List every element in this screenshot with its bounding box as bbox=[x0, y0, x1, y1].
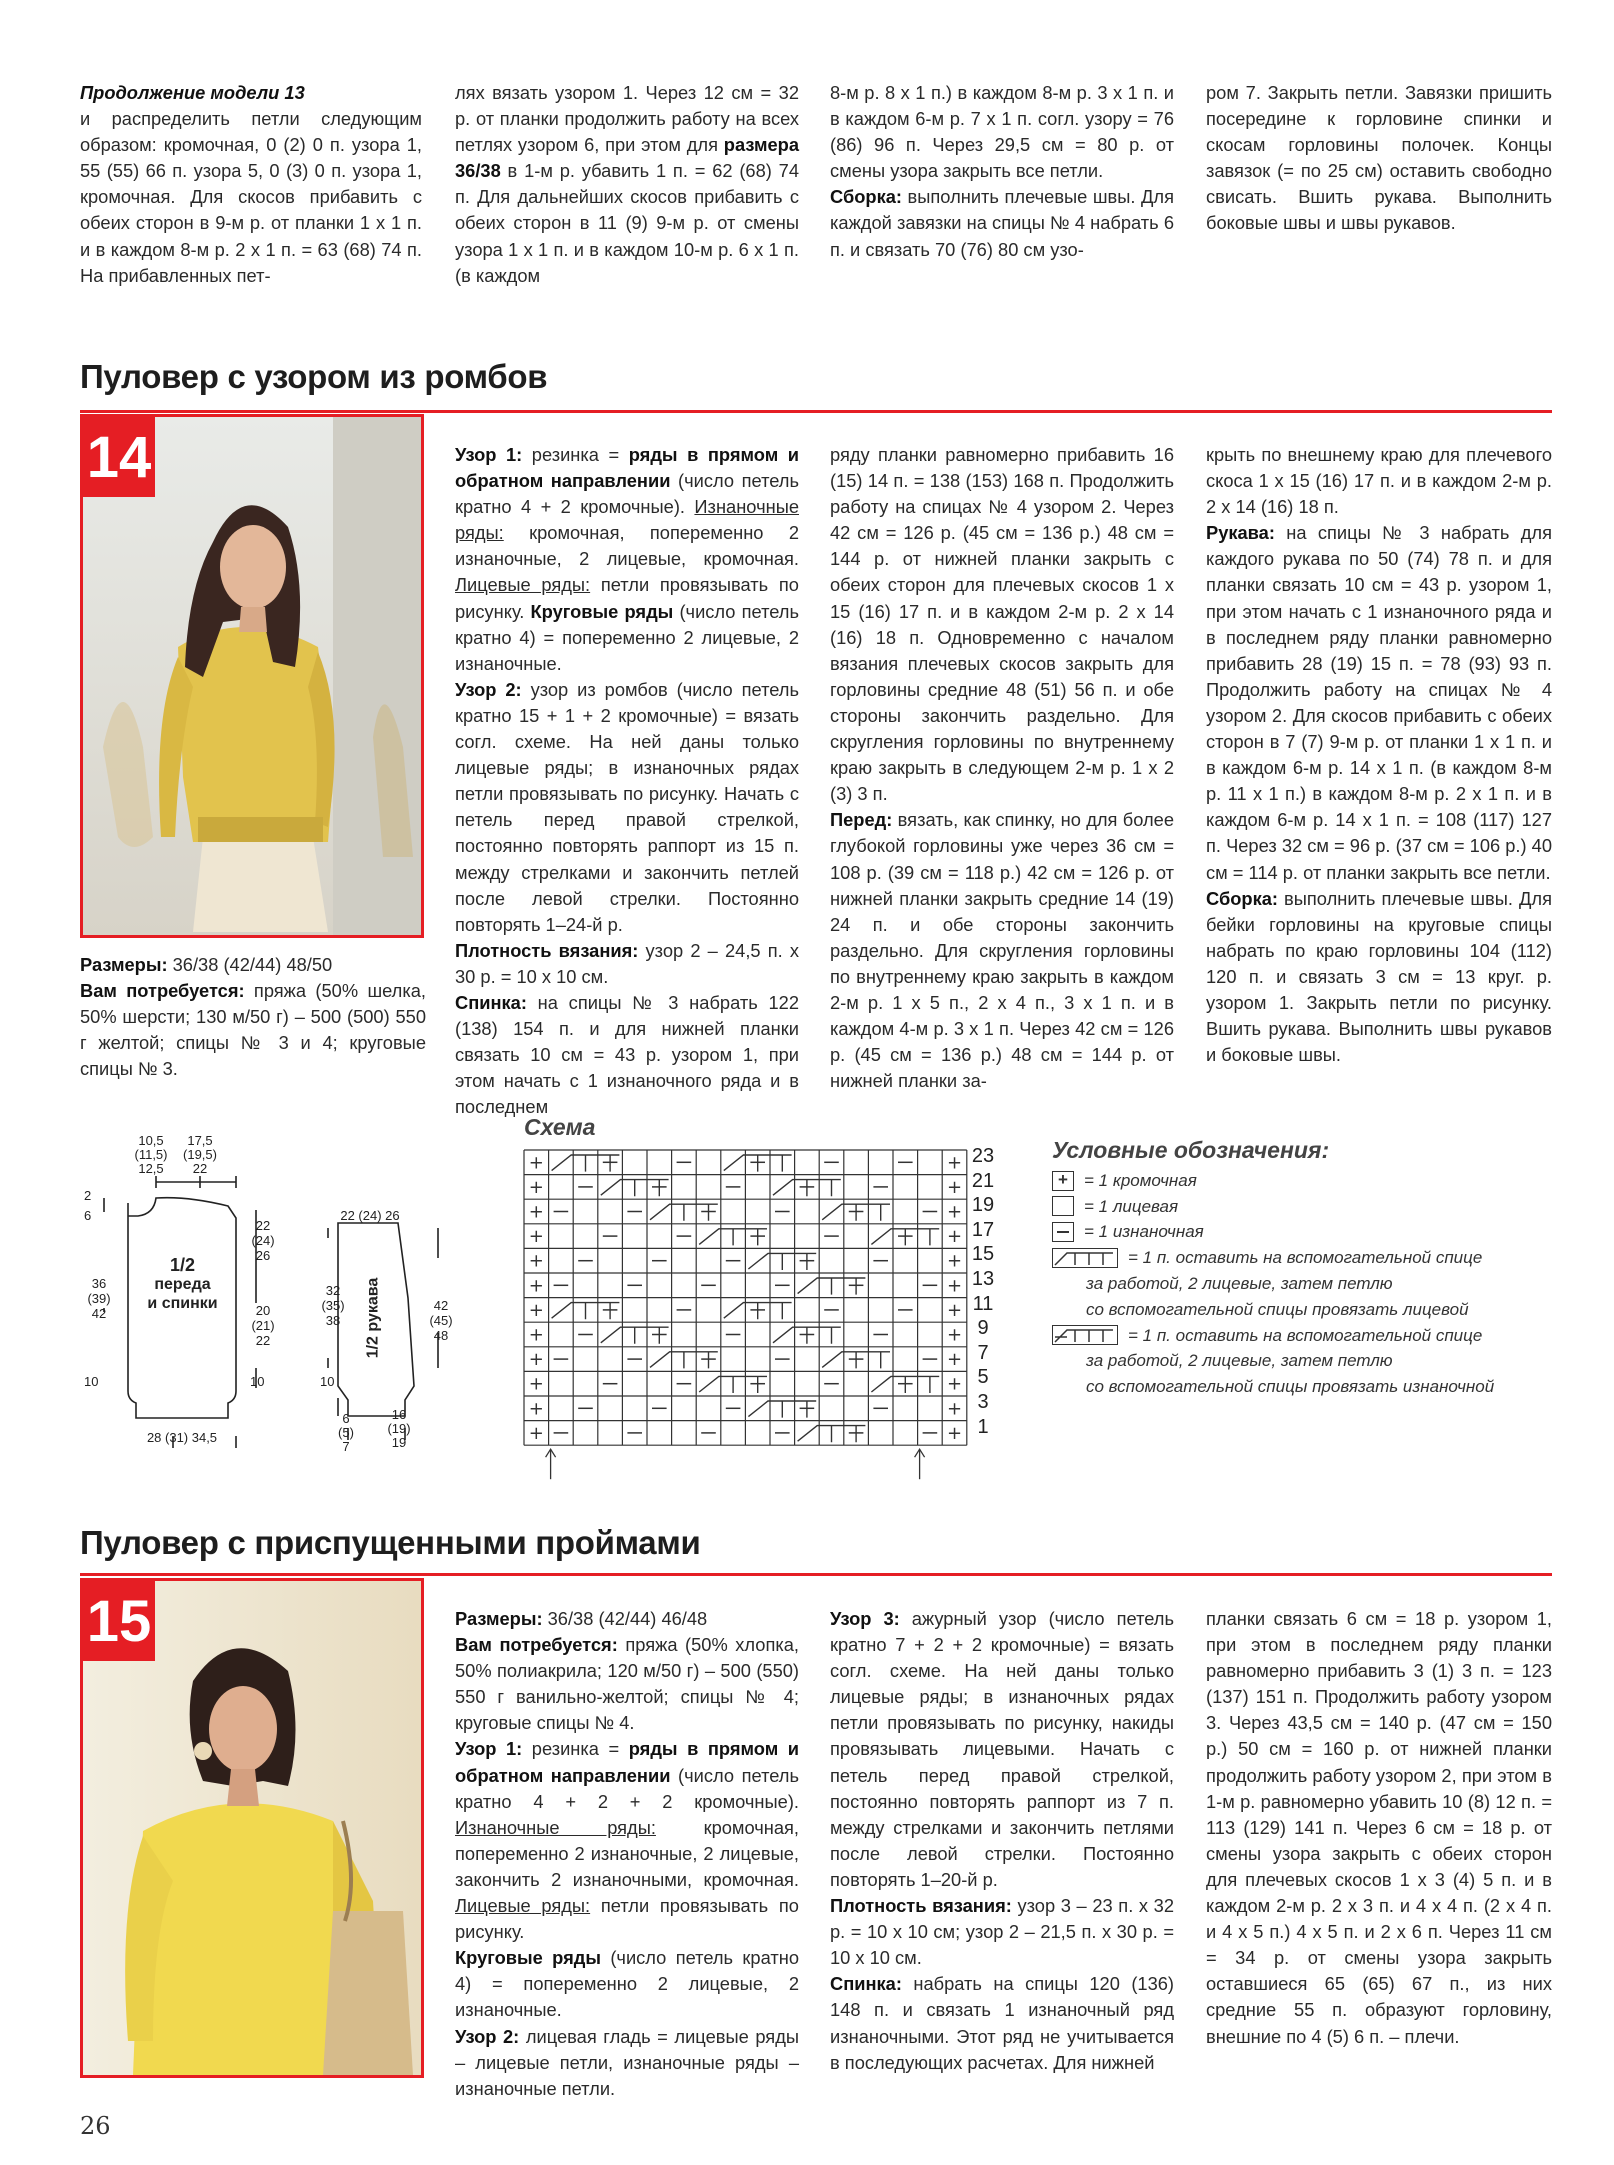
sleeve-label: 1/2 рукава bbox=[364, 1277, 382, 1359]
m15-u1-c: (число петель кратно 4 + 2 + 2 кромочные). bbox=[455, 1764, 799, 1812]
cable-knit-icon bbox=[1052, 1248, 1118, 1268]
m15-u2-label: Узор 2: bbox=[455, 2025, 520, 2047]
legend-title: Условные обозначения: bbox=[1052, 1137, 1330, 1163]
svg-text:+: + bbox=[528, 1373, 544, 1395]
sleeve-bottom-16: 16 bbox=[391, 1407, 407, 1422]
body-top-b3: 22 bbox=[192, 1161, 208, 1176]
m15-density-label: Плотность вязания: bbox=[830, 1895, 1012, 1917]
svg-text:+: + bbox=[528, 1176, 544, 1198]
sleeve-bottom-19b: 19 bbox=[391, 1435, 407, 1450]
body-left-36: 36 bbox=[91, 1276, 107, 1291]
sleeve-top: 22 (24) 26 bbox=[340, 1208, 400, 1223]
m14-back: на спицы № 3 набрать 122 (138) 154 п. и для нижней планки связать 10 см = 43 р. узором 1, при этом начать с 1 изнаночного ряда и в последнем bbox=[455, 991, 799, 1118]
svg-text:+: + bbox=[946, 1201, 963, 1223]
chart-row-number: 1 bbox=[977, 1415, 989, 1438]
svg-text:+: + bbox=[528, 1299, 544, 1321]
svg-text:+: + bbox=[946, 1176, 963, 1198]
m14-u1-e: кромочная, попеременно 2 изнаночные, 2 лицевые, кромочная. bbox=[455, 522, 799, 570]
m14-front-label: Перед: bbox=[830, 809, 893, 831]
knit-stitch-icon bbox=[1052, 1196, 1074, 1216]
body-top-a2: (11,5) bbox=[134, 1147, 168, 1162]
svg-text:+: + bbox=[946, 1299, 963, 1321]
m14-u1-c: (число петель кратно 4 + 2 кромочные). bbox=[455, 470, 799, 518]
cont-col3-a: 8-м р. 8 х 1 п.) в каждом 8-м р. 3 х 1 п. и в каждом 6-м р. 7 х 1 п. согл. узору = 76 (86) 96 п. Через 29,5 см = 80 р. от смены узора закрыть все петли. bbox=[830, 82, 1174, 182]
cont-col4: ром 7. Закрыть петли. Завязки пришить посередине к горловине спинки и скосам горловины полочек. Концы завязок (= по 25 см) оставить свободно свисать. Вшить рукава. Выполнить боковые швы и швы рукавов. bbox=[1206, 82, 1552, 234]
sleeve-right-42: 42 bbox=[433, 1298, 449, 1313]
legend-cable1-c: со вспомогательной спицы провязать лицевой bbox=[1086, 1299, 1469, 1319]
m14-u1-j: (число петель кратно 4) = попеременно 2 лицевые, 2 изнаночные. bbox=[455, 600, 799, 674]
model14-photo bbox=[80, 414, 424, 938]
legend-cable1-b: за работой, 2 лицевые, затем петлю bbox=[1086, 1273, 1393, 1293]
chart-row-number: 5 bbox=[977, 1366, 989, 1389]
sleeve-bottom-19a: (19) bbox=[387, 1421, 411, 1436]
m14-c2-a: ряду планки равномерно прибавить 16 (15) 14 п. = 138 (153) 168 п. Продолжить работу на спицах № 4 узором 2. Через 42 см = 126 р. (45 см = 136 р.) 48 см = 144 р. от нижней планки закрыть с обеих сторон для плечевых скосов 1 х 15 (16) 17 п. и в каждом 2-м р. 2 х 14 (16) 18 п. Одновременно с началом вязания плечевых скосов закрыть для горловины средние 48 (51) 56 п. и обе стороны закончить раздельно. Для скругления горловины по внутреннему краю закрыть в следующем 2-м р. 1 х 2 (3) 3 п. bbox=[830, 444, 1174, 805]
body-top-b1: 17,5 bbox=[187, 1133, 213, 1148]
chart-row-number: 11 bbox=[972, 1292, 994, 1315]
m14-front: вязать, как спинку, но для более глубокой горловины уже через 36 см = 108 р. (39 см = 118 р.) 42 см = 126 р. от нижней планки закрыть средние 14 (19) 24 п. и обе стороны закончить раздельно. Для скругления горловины по внутреннему краю закрыть в каждом 2-м р. 1 х 5 п., 2 х 4 п., 3 х 1 п. и в каждом 4-м р. 3 х 1 п. Через 42 см = 126 р. (45 см = 136 р.) 48 см = 144 р. от нижней планки за- bbox=[830, 809, 1174, 1092]
m14-sizes-label: Размеры: bbox=[80, 954, 168, 975]
m14-need: пряжа (50% шелка, 50% шерсти; 130 м/50 г) – 500 (500) 550 г желтой; спицы № 3 и 4; круговые спицы № 3. bbox=[80, 980, 426, 1080]
svg-text:+: + bbox=[528, 1275, 544, 1297]
model15-photo bbox=[80, 1578, 424, 2078]
cont-col1: и распределить петли следующим образом: кромочная, 0 (2) 0 п. узора 1, 55 (55) 66 п. узора 5, 0 (3) 0 п. узора 1, кромочная. Для скосов прибавить с обеих сторон в 9-м р. от планки 1 х 1 п. и в каждом 8-м р. 2 х 1 п. = 63 (68) 74 п. На прибавленных пет- bbox=[80, 108, 422, 286]
m14-sleeves-label: Рукава: bbox=[1206, 522, 1275, 544]
body-left-6: 6 bbox=[84, 1208, 92, 1223]
page-number: 26 bbox=[80, 2112, 111, 2140]
m15-back: набрать на спицы 120 (136) 148 п. и связать 1 изнаночный ряд изнаночными. Этот ряд не учитывается в последующих расчетах. Для нижней bbox=[830, 1973, 1174, 2073]
chart-row-number: 7 bbox=[977, 1341, 989, 1364]
sleeve-right-48: 48 bbox=[433, 1328, 449, 1343]
m14-u2-label: Узор 2: bbox=[455, 678, 522, 700]
model15-rule bbox=[80, 1573, 1552, 1576]
m14-back-label: Спинка: bbox=[455, 991, 527, 1013]
svg-text:+: + bbox=[528, 1250, 544, 1272]
svg-text:+: + bbox=[946, 1398, 963, 1420]
m15-density: узор 3 – 23 п. х 32 р. = 10 х 10 см; узор 2 – 21,5 п. х 30 р. = 10 х 10 см. bbox=[830, 1895, 1174, 1969]
svg-text:+: + bbox=[946, 1250, 963, 1272]
purl-stitch-icon bbox=[1052, 1222, 1074, 1242]
body-right-22b: 22 bbox=[255, 1333, 271, 1348]
svg-text:+: + bbox=[528, 1226, 544, 1248]
body-top-a1: 10,5 bbox=[138, 1133, 164, 1148]
m15-u1-f: Лицевые ряды: bbox=[455, 1895, 591, 1917]
svg-text:+: + bbox=[528, 1324, 544, 1346]
body-left-42: 42 bbox=[91, 1306, 107, 1321]
chart-row-number: 17 bbox=[971, 1218, 995, 1241]
svg-text:+: + bbox=[528, 1152, 544, 1174]
sleeve-bottom-7: 7 bbox=[342, 1439, 350, 1454]
svg-text:+: + bbox=[946, 1324, 963, 1346]
chart-row-number: 15 bbox=[971, 1243, 995, 1266]
m15-u2: лицевая гладь = лицевые ряды – лицевые петли, изнаночные ряды – изнаночные петли. bbox=[455, 2025, 799, 2099]
body-top-a3: 12,5 bbox=[138, 1161, 164, 1176]
svg-text:+: + bbox=[946, 1275, 963, 1297]
m14-u1-f: Лицевые ряды: bbox=[455, 574, 591, 596]
sleeve-pattern-diagram bbox=[298, 1128, 468, 1458]
sleeve-bottom-5: (5) bbox=[338, 1425, 354, 1440]
body-label-2: переда bbox=[154, 1276, 211, 1293]
model14-rule bbox=[80, 410, 1552, 413]
m14-u1-b: ряды в прямом и обратном направлении bbox=[455, 444, 800, 492]
svg-text:+: + bbox=[528, 1398, 544, 1420]
stitch-chart bbox=[520, 1114, 1020, 1474]
body-right-21: (21) bbox=[251, 1318, 275, 1333]
stitch-chart-title: Схема bbox=[524, 1114, 596, 1140]
cont-col2-b: размера 36/38 bbox=[455, 134, 799, 182]
body-left-39: (39) bbox=[87, 1291, 111, 1306]
chart-row-number: 3 bbox=[977, 1390, 989, 1413]
m15-u1-b: ряды в прямом и обратном направлении bbox=[455, 1738, 800, 1786]
legend-cable2-c: со вспомогательной спицы провязать изнаночной bbox=[1086, 1377, 1495, 1397]
m15-back-label: Спинка: bbox=[830, 1973, 902, 1995]
model15-title: Пуловер с приспущенными проймами bbox=[80, 1524, 701, 1561]
svg-text:+: + bbox=[946, 1226, 963, 1248]
m14-density-label: Плотность вязания: bbox=[455, 939, 639, 961]
sleeve-left-38: 38 bbox=[325, 1313, 341, 1328]
body-right-26: 26 bbox=[255, 1248, 271, 1263]
body-label-1: 1/2 bbox=[169, 1255, 196, 1275]
m15-u1-d: Изнаночные ряды: bbox=[455, 1816, 656, 1838]
m15-need-label: Вам потребуется: bbox=[455, 1634, 618, 1656]
svg-text:+: + bbox=[946, 1152, 963, 1174]
chart-row-number: 19 bbox=[971, 1194, 995, 1217]
cont-col2-c: в 1-м р. убавить 1 п. = 62 (68) 74 п. Для дальнейших скосов прибавить с обеих сторон в 11 (9) 9-м р. от смены узора 1 х 1 п. и в каждом 10-м р. 6 х 1 п. (в каждом bbox=[455, 160, 799, 286]
m15-round-label: Круговые ряды bbox=[455, 1947, 601, 1969]
m15-c3: планки связать 6 см = 18 р. узором 1, при этом в последнем ряду планки равномерно прибавить 3 (1) 3 п. = 123 (137) 151 п. Продолжить работу узором 3. Через 43,5 см = 140 р. (47 см = 150 р.) 50 см = 160 р. от нижней планки продолжить работу узором 2, при этом в 1-м р. равномерно убавить 10 (8) 12 п. = 113 (129) 141 п. Через 6 см = 18 р. от смены узора закрыть с обеих сторон для плечевых скосов 1 х 3 (4) 5 п. и в каждом 2-м р. 2 х 3 п. и 4 х 4 п. (2 х 4 п. и 4 х 5 п.) 4 х 5 п. и 2 х 6 п. Через 11 см = 34 р. от смены узора закрыть оставшиеся 65 (65) 67 п., из них средние 55 п. образуют горловину, внешние по 4 (5) 6 п. – плечи. bbox=[1206, 1608, 1552, 2047]
m14-sleeves: на спицы № 3 набрать для каждого рукава по 50 (74) 78 п. и для планки связать 10 см = 43 р. узором 1, при этом начать с 1 изнаночного ряда и в последнем ряду планки равномерно прибавить 28 (19) 15 п. = 78 (93) 93 п. Продолжить работу на спицах № 4 узором 2. Для скосов прибавить с обеих сторон в 7 (7) 9-м р. от планки 1 х 1 п. и в каждом 6-м р. 14 х 1 п. (в каждом 8-м р. 11 х 1 п.) в каждом 8-м р. 2 х 1 п. и в каждом 6-м р. 14 х 1 п. = 108 (117) 127 п. Через 32 см = 96 р. (37 см = 106 р.) 40 см = 114 р. от планки закрыть все петли. bbox=[1206, 522, 1552, 883]
svg-text:+: + bbox=[946, 1422, 963, 1444]
legend-cable2-a: = 1 п. оставить на вспомогательной спице bbox=[1128, 1325, 1483, 1345]
model14-badge: 14 bbox=[83, 417, 155, 497]
svg-text:+: + bbox=[528, 1349, 544, 1371]
body-left-2: 2 bbox=[84, 1188, 92, 1203]
svg-text:+: + bbox=[528, 1422, 544, 1444]
svg-text:+: + bbox=[528, 1201, 544, 1223]
m14-density: узор 2 – 24,5 п. х 30 р. = 10 х 10 см. bbox=[455, 939, 799, 987]
model14-title: Пуловер с узором из ромбов bbox=[80, 358, 548, 395]
chart-legend bbox=[1052, 1138, 1512, 1400]
body-left-10: 10 bbox=[84, 1374, 99, 1389]
m14-u1-i: Круговые ряды bbox=[530, 600, 674, 622]
m14-sizes: 36/38 (42/44) 48/50 bbox=[167, 954, 333, 975]
body-top-b2: (19,5) bbox=[183, 1147, 217, 1162]
m15-u3-label: Узор 3: bbox=[830, 1608, 900, 1629]
chart-row-number: 13 bbox=[971, 1267, 995, 1290]
sleeve-left-32: 32 bbox=[325, 1283, 341, 1298]
m15-u1-label: Узор 1: bbox=[455, 1738, 523, 1760]
m15-sizes-label: Размеры: bbox=[455, 1608, 543, 1629]
body-right-22a: 22 bbox=[255, 1218, 271, 1233]
legend-knit: = 1 лицевая bbox=[1084, 1196, 1179, 1216]
m14-c3-a: крыть по внешнему краю для плечевого скоса 1 х 15 (16) 17 п. и в каждом 2-м р. 2 х 14 (16) 18 п. bbox=[1206, 444, 1552, 518]
m14-assembly: выполнить плечевые швы. Для бейки горловины на круговые спицы набрать по краю горловины 104 (112) 120 п. и связать 3 см = 13 круг. р. узором 1. Закрыть петли по рисунку. Вшить рукава. Выполнить швы рукавов и боковые швы. bbox=[1206, 887, 1552, 1066]
m14-u1-a: резинка = bbox=[522, 444, 629, 465]
cont-col2-a: лях вязать узором 1. Через 12 см = 32 р. от планки продолжить работу на всех петлях узором 6, при этом для bbox=[455, 82, 799, 156]
sleeve-right-45: (45) bbox=[429, 1313, 453, 1328]
body-right-24: (24) bbox=[251, 1233, 275, 1248]
chart-row-number: 23 bbox=[971, 1145, 995, 1167]
model15-badge: 15 bbox=[83, 1581, 155, 1661]
body-label-3: и спинки bbox=[147, 1295, 218, 1312]
body-right-20: 20 bbox=[255, 1303, 271, 1318]
m15-need: пряжа (50% хлопка, 50% полиакрила; 120 м/50 г) – 500 (550) 550 г ванильно-желтой; спицы № 4; круговые спицы № 4. bbox=[455, 1634, 799, 1734]
chart-row-number: 9 bbox=[977, 1317, 989, 1340]
legend-purl: = 1 изнаночная bbox=[1084, 1222, 1204, 1242]
body-right-10: 10 bbox=[250, 1374, 265, 1389]
legend-cable2-b: за работой, 2 лицевые, затем петлю bbox=[1086, 1351, 1393, 1371]
cont-col3-h: Сборка: bbox=[830, 186, 902, 208]
body-bottom: 28 (31) 34,5 bbox=[146, 1430, 218, 1445]
m15-round: (число петель кратно 4) = попеременно 2 лицевые, 2 изнаночные. bbox=[455, 1947, 800, 2021]
m14-u1-g: петли провязывать по рисунку. bbox=[455, 574, 799, 622]
m15-sizes: 36/38 (42/44) 46/48 bbox=[542, 1608, 708, 1629]
m14-u1-label: Узор 1: bbox=[455, 444, 523, 465]
m14-u2: узор из ромбов (число петель кратно 15 + 1 + 2 кромочные) = вязать согл. схеме. На ней даны только лицевые ряды; в изнаночных рядах петли провязывать по рисунку. Начать с петель перед правой стрелкой, постоянно повторять раппорт из 15 п. между стрелками и закончить петлей после левой стрелки. Постоянно повторять 1–24-й р. bbox=[455, 678, 799, 935]
stitch-chart-grid bbox=[520, 1114, 1000, 1474]
cable-purl-icon bbox=[1052, 1325, 1118, 1345]
m15-u1-g: петли провязывать по рисунку. bbox=[455, 1895, 799, 1943]
m14-assembly-label: Сборка: bbox=[1206, 887, 1278, 909]
sleeve-bottom-6: 6 bbox=[342, 1411, 350, 1426]
sleeve-left-35: (35) bbox=[321, 1298, 345, 1313]
chart-row-number: 21 bbox=[971, 1169, 995, 1192]
edge-stitch-icon: + bbox=[1052, 1171, 1074, 1191]
m15-u1-a: резинка = bbox=[522, 1738, 629, 1760]
sleeve-left-10: 10 bbox=[320, 1374, 335, 1389]
m14-u1-d: Изнаночные ряды: bbox=[455, 496, 799, 544]
legend-cable1-a: = 1 п. оставить на вспомогательной спице bbox=[1128, 1248, 1483, 1268]
svg-text:+: + bbox=[946, 1373, 963, 1395]
m15-u1-e: кромочная, попеременно 2 изнаночные, 2 лицевые, закончить 2 изнаночными, кромочная. bbox=[455, 1816, 800, 1890]
svg-text:+: + bbox=[946, 1349, 963, 1371]
m15-u3: ажурный узор (число петель кратно 7 + 2 + 2 кромочные) = вязать согл. схеме. На ней даны только лицевые ряды; в изнаночных рядах петли провязывать по рисунку, накиды провязывать лицевыми. Начать с петель перед правой стрелкой, постоянно повторять раппорт из 7 п. между стрелками и закончить петлями после левой стрелки. Постоянно повторять 1–20-й р. bbox=[830, 1608, 1174, 1890]
cont-heading: Продолжение модели 13 bbox=[80, 82, 305, 103]
cont-col3-b: выполнить плечевые швы. Для каждой завязки на спицы № 4 набрать 6 п. и связать 70 (76) 80 см узо- bbox=[830, 186, 1174, 260]
legend-edge: = 1 кромочная bbox=[1084, 1170, 1197, 1190]
m14-need-label: Вам потребуется: bbox=[80, 980, 245, 1002]
